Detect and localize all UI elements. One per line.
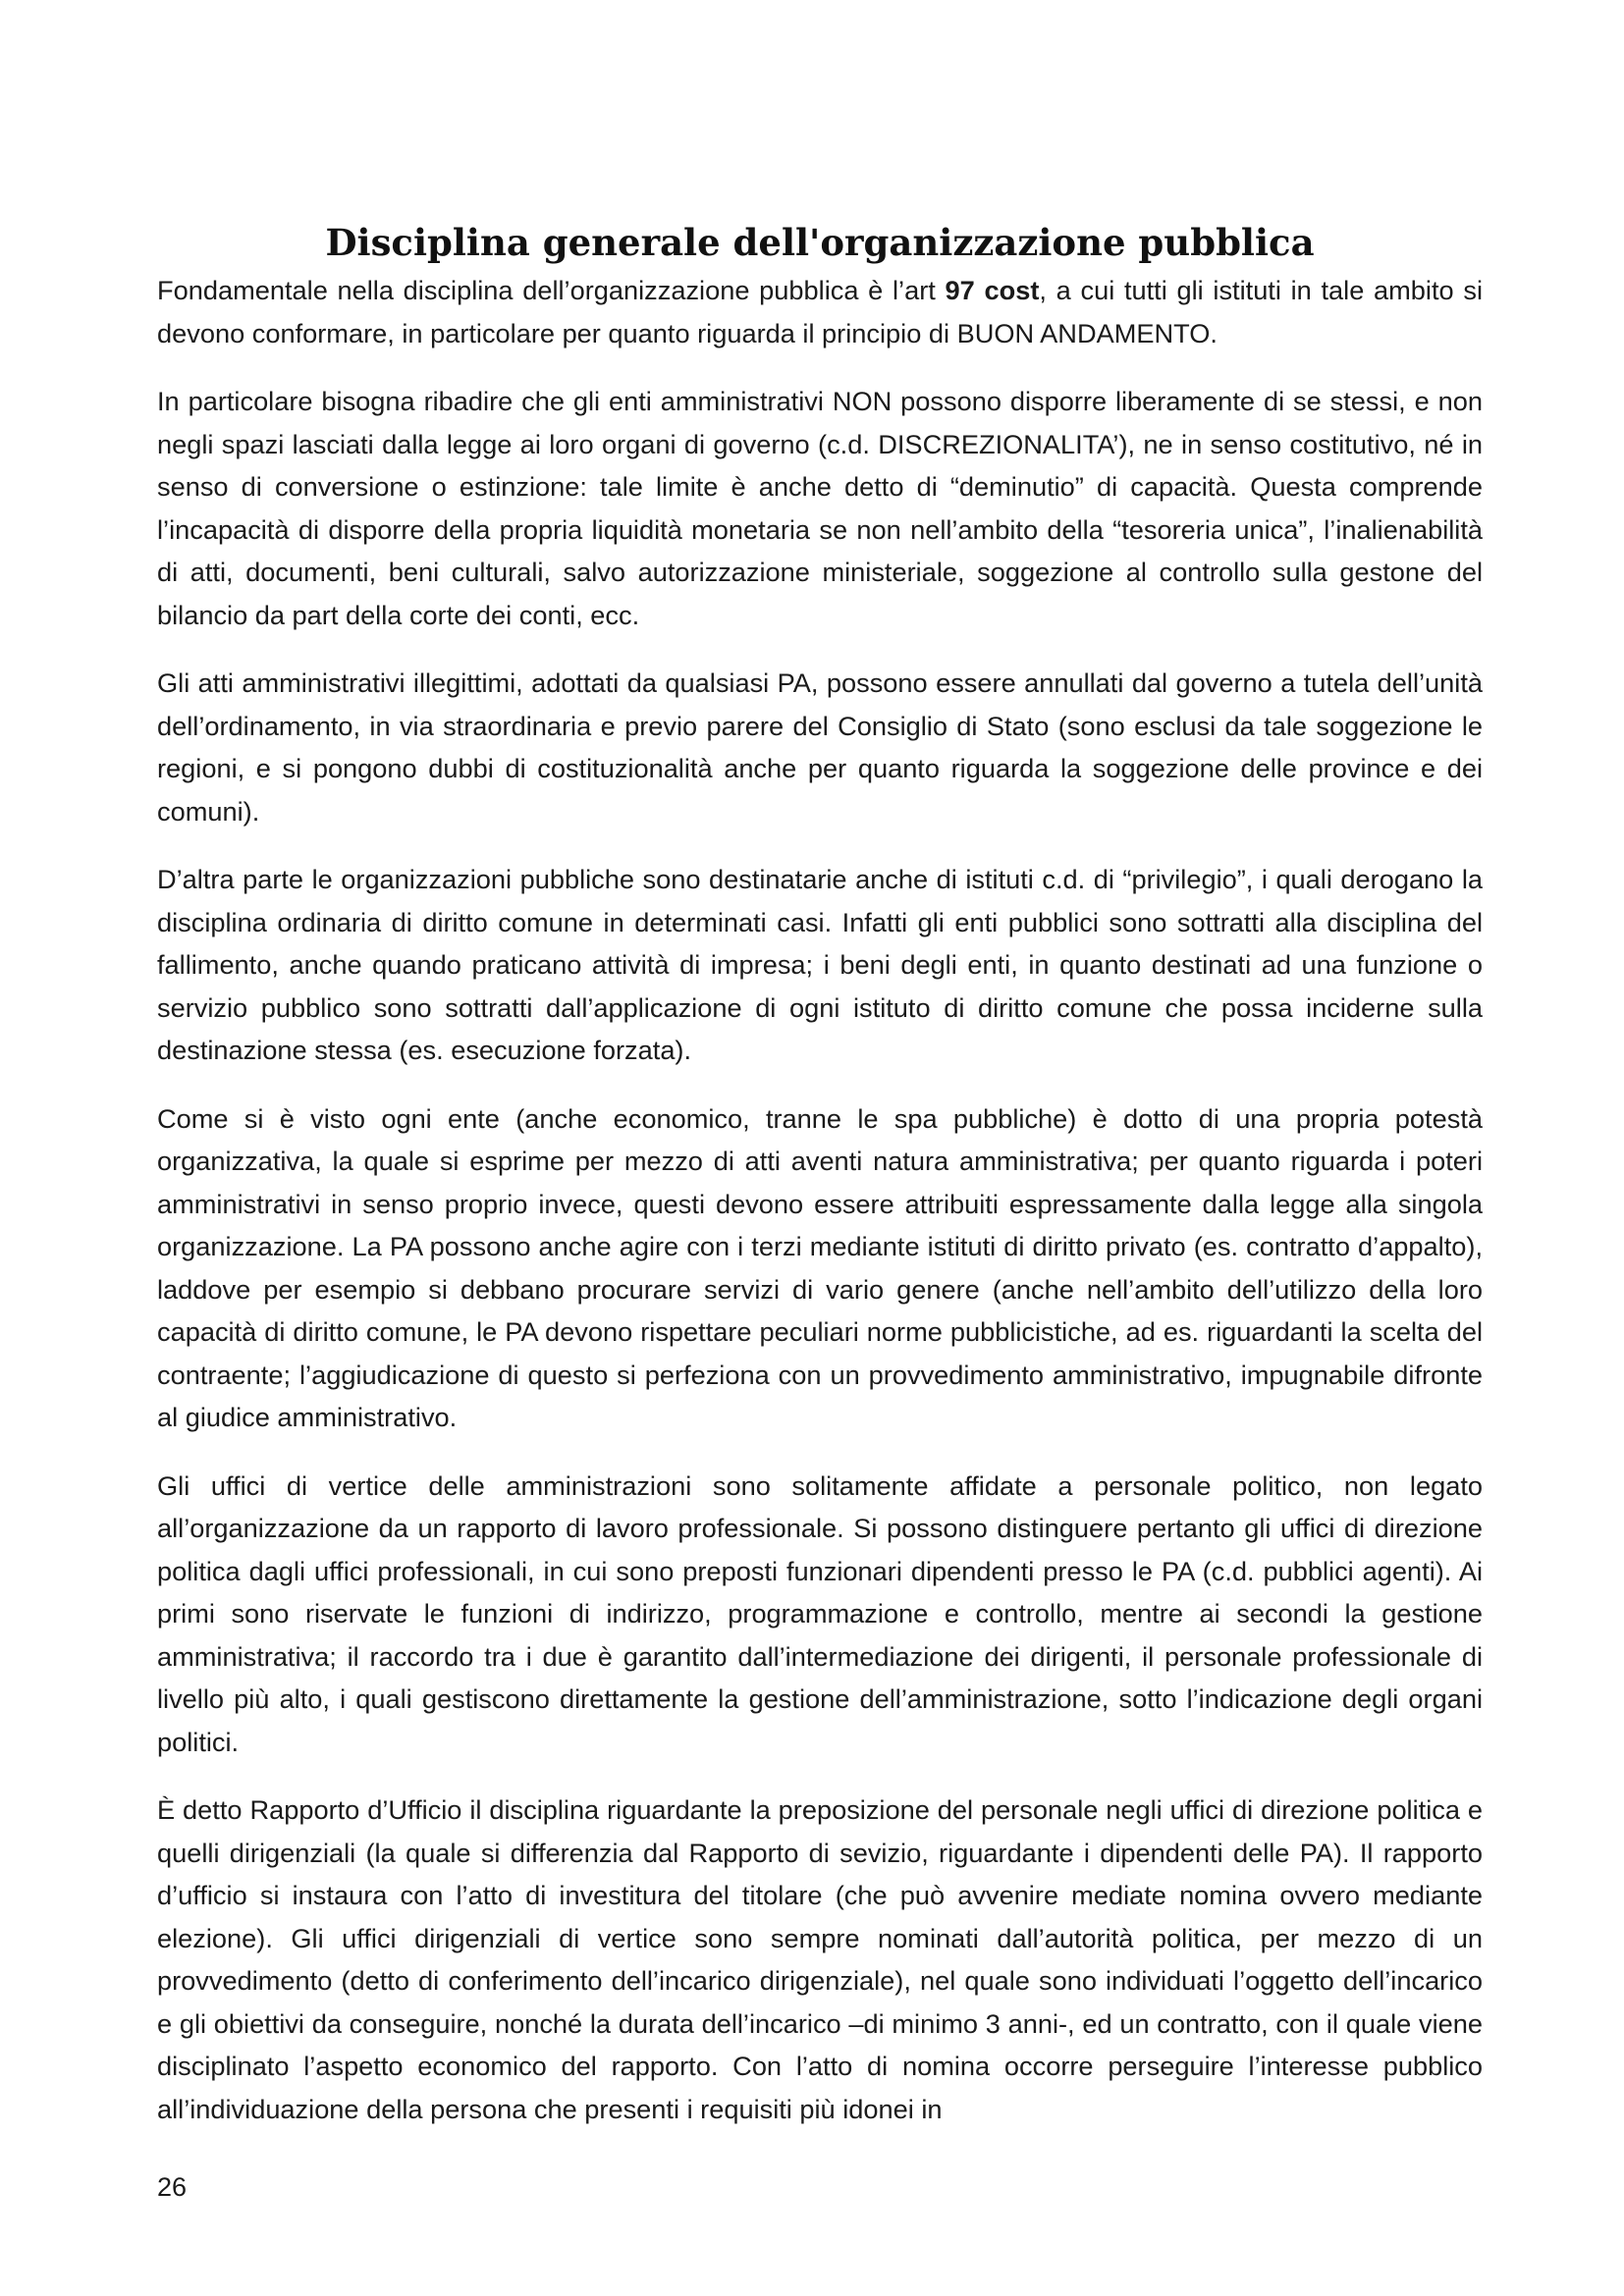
paragraph: Gli atti amministrativi illegittimi, adottati da qualsiasi PA, possono essere annullati dal governo a tutela dell’unità dell’ordinamento, in via straordinaria e previo parere del Consiglio di Stato (sono esclusi da tale soggezione le regioni, e si pongono dubbi di costituzionalità anche per quanto riguarda la soggezione delle province e dei comuni). xyxy=(157,667,1483,827)
paragraph: In particolare bisogna ribadire che gli enti amministrativi NON possono disporre liberamente di se stessi, e non negli spazi lasciati dalla legge ai loro organi di governo (c.d. DISCREZIONALITA’), ne in senso costitutivo, né in senso di conversione o estinzione: tale limite è anche detto di “deminutio” di capacità. Questa comprende l’incapacità di disporre della propria liquidità monetaria se non nell’ambito della “tesoreria unica”, l’inalienabilità di atti, documenti, beni culturali, salvo autorizzazione ministeriale, soggezione al controllo sulla gestone del bilancio da part della corte dei conti, ecc. xyxy=(157,386,1483,630)
page-number: 26 xyxy=(157,2172,188,2202)
paragraph-intro xyxy=(157,269,1483,354)
paragraph: Come si è visto ogni ente (anche economico, tranne le spa pubbliche) è dotto di una propria potestà organizzativa, la quale si esprime per mezzo di atti aventi natura amministrativa; per quanto riguarda i poteri amministrativi in senso proprio invece, questi devono essere attribuiti espressamente dalla legge alla singola organizzazione. La PA possono anche agire con i terzi mediante istituti di diritto privato (es. contratto d’appalto), laddove per esempio si debbano procurare servizi di vario genere (anche nell’ambito dell’utilizzo della loro capacità di diritto comune, le PA devono rispettare peculiari norme pubblicistiche, ad es. riguardanti la scelta del contraente; l’aggiudicazione di questo si perfeziona con un provvedimento amministrativo, impugnabile difronte al giudice amministrativo. xyxy=(157,1102,1483,1432)
intro-bold-reference: 97 cost xyxy=(945,275,1040,305)
intro-text-before: Fondamentale nella disciplina dell’organizzazione pubblica è l’art xyxy=(157,275,946,305)
paragraph: È detto Rapporto d’Ufficio il disciplina riguardante la preposizione del personale negli uffici di direzione politica e quelli dirigenziali (la quale si differenzia dal Rapporto di sevizio, riguardante i dipendenti delle PA). Il rapporto d’ufficio si instaura con l’atto di investitura del titolare (che può avvenire mediate nomina ovvero mediante elezione). Gli uffici dirigenziali di vertice sono sempre nominati dall’autorità politica, per mezzo di un provvedimento (detto di conferimento dell’incarico dirigenziale), nel quale sono individuati l’oggetto dell’incarico e gli obiettivi da conseguire, nonché la durata dell’incarico –di minimo 3 anni-, ed un contratto, con il quale viene disciplinato l’aspetto economico del rapporto. Con l’atto di nomina occorre perseguire l’interesse pubblico all’individuazione della persona che presenti i requisiti più idonei in xyxy=(157,1794,1483,2124)
document-body xyxy=(157,269,1483,2156)
paragraph: D’altra parte le organizzazioni pubbliche sono destinatarie anche di istituti c.d. di “privilegio”, i quali derogano la disciplina ordinaria di diritto comune in determinati casi. Infatti gli enti pubblici sono sottratti alla disciplina del fallimento, anche quando praticano attività di impresa; i beni degli enti, in quanto destinati ad una funzione o servizio pubblico sono sottratti dall’applicazione di ogni istituto di diritto comune che possa inciderne sulla destinazione stessa (es. esecuzione forzata). xyxy=(157,864,1483,1065)
page-title: Disciplina generale dell'organizzazione pubblica xyxy=(325,221,1315,264)
intro-text-after: , a cui tutti gli istituti in tale ambito si devono conformare, in particolare per quanto riguarda il principio di BUON ANDAMENTO. xyxy=(157,275,1483,348)
paragraph: Gli uffici di vertice delle amministrazioni sono solitamente affidate a personale politico, non legato all’organizzazione da un rapporto di lavoro professionale. Si possono distinguere pertanto gli uffici di direzione politica dagli uffici professionali, in cui sono preposti funzionari dipendenti presso le PA (c.d. pubblici agenti). Ai primi sono riservate le funzioni di indirizzo, programmazione e controllo, mentre ai secondi la gestione amministrativa; il raccordo tra i due è garantito dall’intermediazione dei dirigenti, il personale professionale di livello più alto, i quali gestiscono direttamente la gestione dell’amministrazione, sotto l’indicazione degli organi politici. xyxy=(157,1469,1483,1757)
